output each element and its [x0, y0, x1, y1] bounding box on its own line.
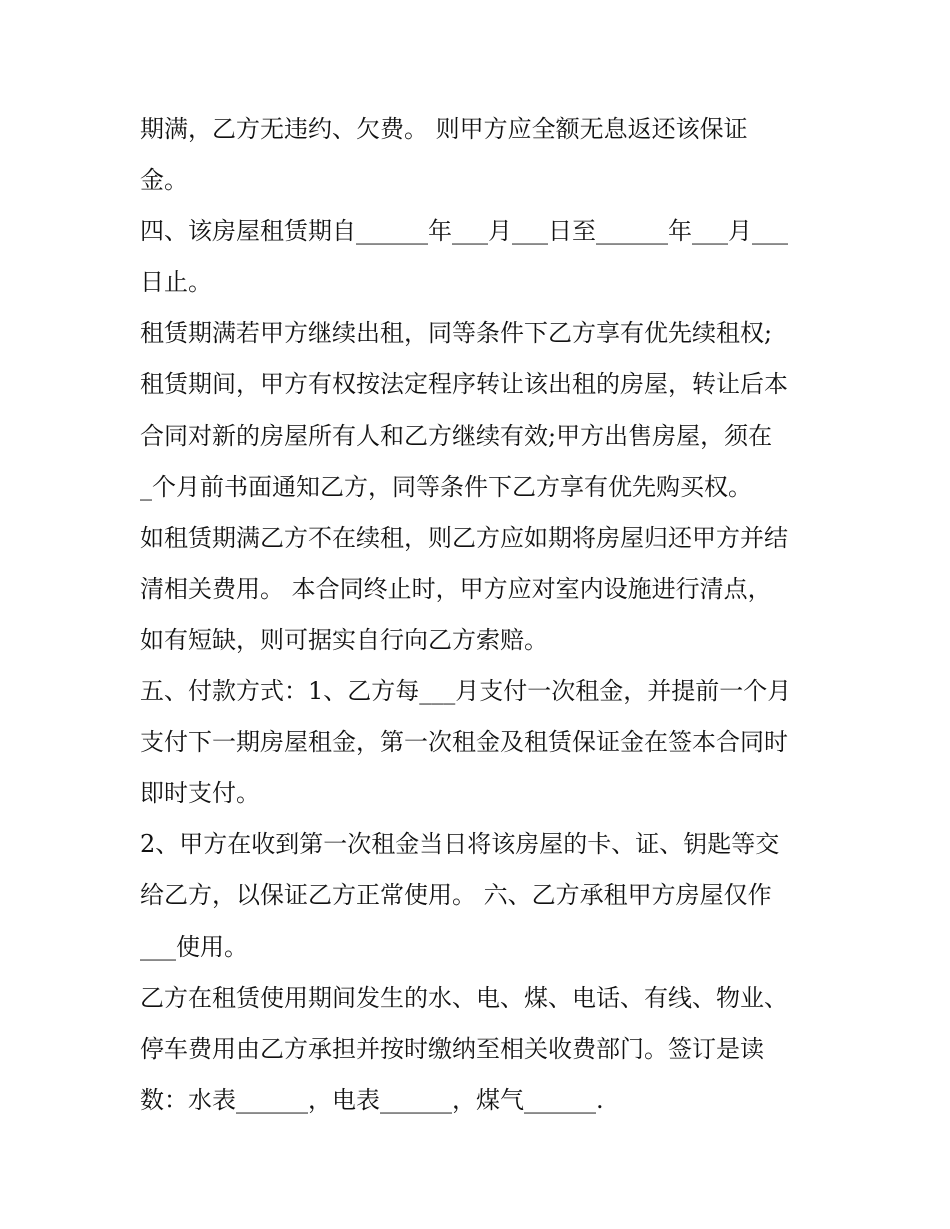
text-line: 租赁期满若甲方继续出租，同等条件下乙方享有优先续租权;: [140, 319, 773, 348]
text-line: ___使用。: [140, 932, 248, 961]
text-line: 合同对新的房屋所有人和乙方继续有效;甲方出售房屋，须在: [140, 421, 773, 450]
text-line: 五、付款方式：1、乙方每___月支付一次租金，并提前一个月: [140, 677, 792, 706]
text-line: 日止。: [140, 268, 212, 297]
text-line: 租赁期间，甲方有权按法定程序转让该出租的房屋，转让后本: [140, 370, 788, 399]
text-line: 停车费用由乙方承担并按时缴纳至相关收费部门。签订是读: [140, 1034, 764, 1063]
text-line: _个月前书面通知乙方，同等条件下乙方享有优先购买权。: [140, 472, 752, 501]
text-line: 即时支付。: [140, 779, 260, 808]
contract-text: [140, 104, 830, 1126]
text-line: 如租赁期满乙方不在续租，则乙方应如期将房屋归还甲方并结: [140, 523, 788, 552]
text-line: 数：水表______，电表______，煤气______.: [140, 1085, 604, 1114]
text-line: 四、该房屋租赁期自______年___月___日至______年___月___: [140, 217, 788, 246]
text-line: 给乙方，以保证乙方正常使用。 六、乙方承租甲方房屋仅作: [140, 881, 772, 910]
text-line: 支付下一期房屋租金，第一次租金及租赁保证金在签本合同时: [140, 728, 788, 757]
text-line: 期满，乙方无违约、欠费。 则甲方应全额无息返还该保证: [140, 115, 748, 143]
text-line: 金。: [140, 166, 188, 195]
text-line: 乙方在租赁使用期间发生的水、电、煤、电话、有线、物业、: [140, 983, 788, 1012]
text-line: 清相关费用。 本合同终止时，甲方应对室内设施进行清点，: [140, 574, 772, 603]
text-line: 如有短缺，则可据实自行向乙方索赔。: [140, 625, 548, 654]
text-line: 2、甲方在收到第一次租金当日将该房屋的卡、证、钥匙等交: [140, 830, 780, 859]
